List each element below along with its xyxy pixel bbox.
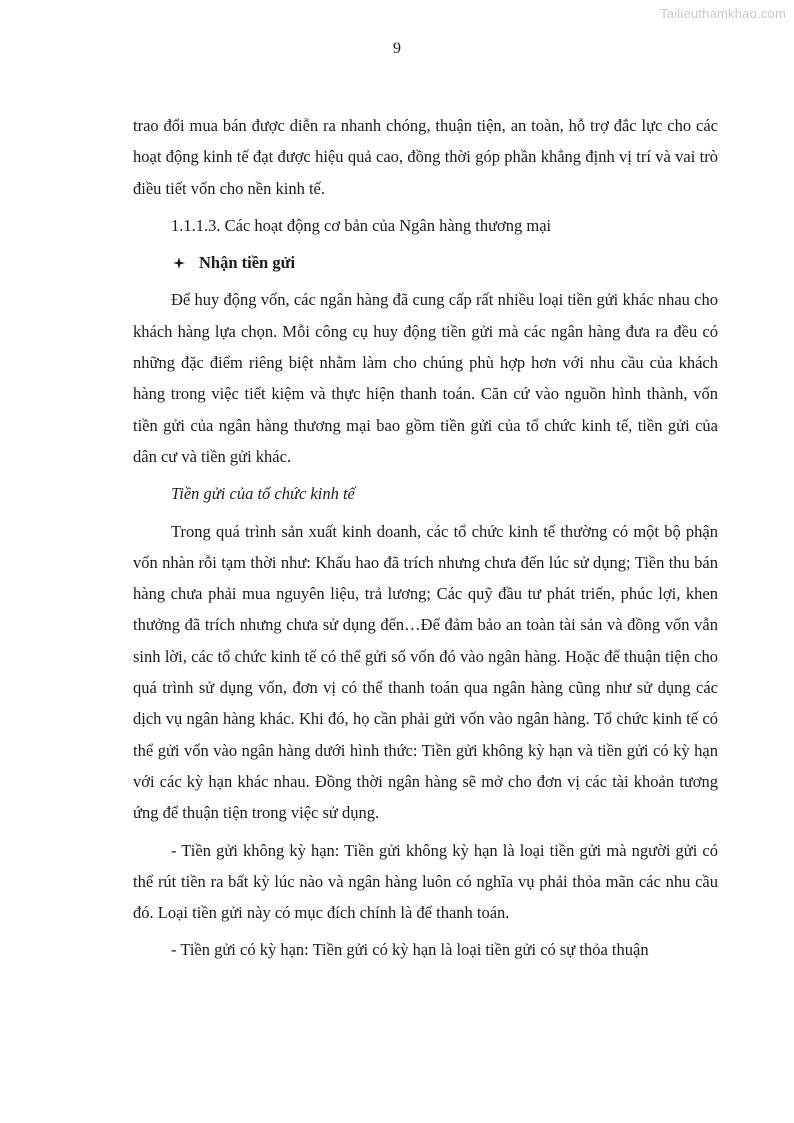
watermark: Tailieuthamkhao.com xyxy=(660,6,786,21)
document-body xyxy=(133,110,718,972)
italic-subheading: Tiền gửi của tổ chức kinh tế xyxy=(171,484,355,504)
bullet-heading-label: Nhận tiền gửi xyxy=(199,253,296,273)
paragraph-1: trao đổi mua bán được diễn ra nhanh chóng, thuận tiện, an toàn, hỗ trợ đắc lực cho các hoạt động kinh tế đạt được hiệu quả cao, đồng thời góp phần khẳng định vị trí và vai trò điều tiết vốn cho nền kinh tế. xyxy=(133,116,718,198)
diamond-bullet-icon xyxy=(173,257,185,269)
paragraph-3: Trong quá trình sản xuất kinh doanh, các tổ chức kinh tế thường có một bộ phận vốn nhàn rỗi tạm thời như: Khấu hao đã trích nhưng chưa đến lúc sử dụng; Tiền thu bán hàng chưa phải mua nguyên liệu, trả lương; Các quỹ đầu tư phát triển, phúc lợi, khen thưởng đã trích nhưng chưa sử dụng đến…Để đảm bảo an toàn tài sản và đồng vốn vẫn sinh lời, các tổ chức kinh tế có thể gửi số vốn đó vào ngân hàng. Hoặc để thuận tiện cho quá trình sử dụng vốn, đơn vị có thể thanh toán qua ngân hàng cũng như sử dụng các dịch vụ ngân hàng khác. Khi đó, họ cần phải gửi vốn vào ngân hàng. Tổ chức kinh tế có thể gửi vốn vào ngân hàng dưới hình thức: Tiền gửi không kỳ hạn và tiền gửi có kỳ hạn với các kỳ hạn khác nhau. Đồng thời ngân hàng sẽ mở cho đơn vị các tài khoản tương ứng để thuận tiện trong việc sử dụng. xyxy=(133,521,718,823)
paragraph-2: Để huy động vốn, các ngân hàng đã cung cấp rất nhiều loại tiền gửi khác nhau cho khách hàng lựa chọn. Mỗi công cụ huy động tiền gửi mà các ngân hàng đưa ra đều có những đặc điểm riêng biệt nhằm làm cho chúng phù hợp hơn với nhu cầu của khách hàng trong việc tiết kiệm và thực hiện thanh toán. Căn cứ vào nguồn hình thành, vốn tiền gửi của ngân hàng thương mại bao gồm tiền gửi của tổ chức kinh tế, tiền gửi của dân cư và tiền gửi khác. xyxy=(133,290,718,466)
paragraph-4: - Tiền gửi không kỳ hạn: Tiền gửi không kỳ hạn là loại tiền gửi mà người gửi có thể rút tiền ra bất kỳ lúc nào và ngân hàng luôn có nghĩa vụ phải thỏa mãn các nhu cầu đó. Loại tiền gửi này có mục đích chính là để thanh toán. xyxy=(133,840,718,923)
bullet-heading xyxy=(133,247,718,278)
paragraph-5: - Tiền gửi có kỳ hạn: Tiền gửi có kỳ hạn là loại tiền gửi có sự thỏa thuận xyxy=(171,940,649,960)
page-number: 9 xyxy=(393,40,401,57)
section-heading: 1.1.1.3. Các hoạt động cơ bản của Ngân hàng thương mại xyxy=(171,215,552,235)
